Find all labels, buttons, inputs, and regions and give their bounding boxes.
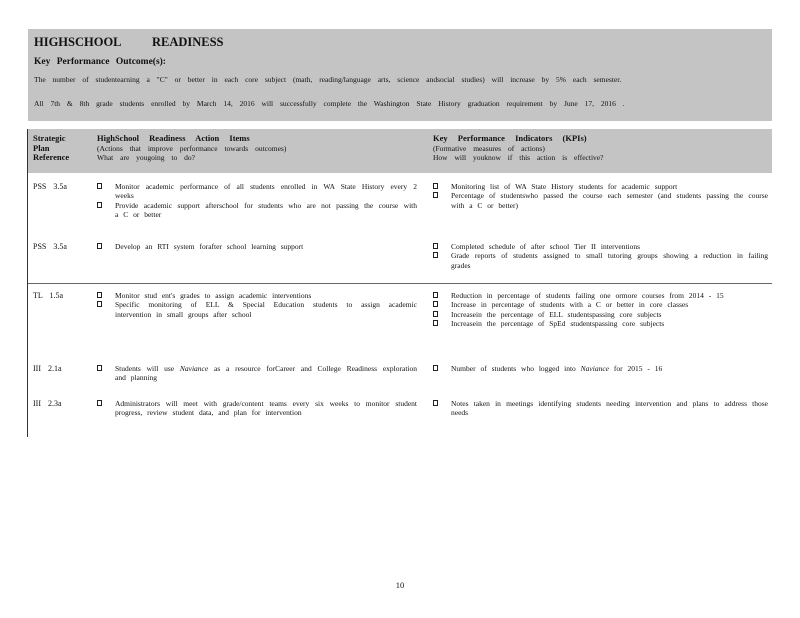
ref-column-header [33, 134, 69, 163]
kpi-text: Grade reports of students assigned to small tutoring groups showing a reduction in failing grades [451, 251, 768, 270]
kpi-item [433, 399, 768, 418]
action-item [97, 242, 417, 251]
ref-header-line: Strategic [33, 133, 66, 143]
checkbox-bullet-icon [97, 183, 102, 189]
checkbox-bullet-icon [97, 292, 102, 298]
checkbox-bullet-icon [97, 301, 102, 307]
kpi-cell [433, 291, 768, 328]
plan-reference: PSS 3.5a [33, 182, 67, 191]
kpi-item [433, 191, 768, 210]
kpi-item [433, 310, 768, 319]
kpi-cell [433, 364, 768, 373]
kpi-cell [433, 182, 768, 210]
action-text-part: as a resource forCareer and College Readiness exploration and planning [115, 364, 417, 383]
action-column-header [97, 134, 286, 162]
kpi-header-sub: (Formative measures of actions) [433, 143, 545, 153]
row-divider [28, 283, 772, 284]
checkbox-bullet-icon [433, 292, 438, 298]
plan-reference: III 2.1a [33, 364, 62, 373]
checkbox-bullet-icon [97, 400, 102, 406]
kpi-text: Increase in percentage of students with a C or better in core classes [451, 300, 689, 310]
checkbox-bullet-icon [433, 192, 438, 198]
action-item [97, 399, 417, 418]
outcome-text: All 7th & 8th grade students enrolled by March 14, 2016 will successfully complete the Washington State History graduation requirement by June 17, 2016 . [34, 99, 625, 108]
checkbox-bullet-icon [97, 202, 102, 208]
action-header-question: What are yougoing to do? [97, 152, 195, 162]
kpi-cell [433, 399, 768, 418]
kpi-item [433, 242, 768, 251]
action-text: Monitor academic performance of all students enrolled in WA State History every 2 weeks [115, 182, 417, 201]
kpi-item [433, 251, 768, 270]
action-header-sub: (Actions that improve performance towards outcomes) [97, 143, 287, 153]
plan-reference: PSS 3.5a [33, 242, 67, 251]
action-text: Administrators will meet with grade/content teams every six weeks to monitor student progress, review student data, and plan for intervention [115, 399, 417, 418]
action-cell [97, 364, 417, 383]
kpi-text-part: Number of students who logged into [451, 364, 581, 373]
kpi-text: Reduction in percentage of students failing one ormore courses from 2014 - 15 [451, 291, 724, 300]
kpi-text: Increasein the percentage of SpEd studentspassing core subjects [451, 318, 665, 328]
action-cell [97, 291, 417, 319]
checkbox-bullet-icon [433, 400, 438, 406]
kpi-header-question: How will youknow if this action is effective? [433, 152, 604, 162]
page-title: HIGHSCHOOL READINESS [34, 35, 224, 49]
naviance-name: Naviance [179, 364, 209, 373]
checkbox-bullet-icon [433, 320, 438, 326]
checkbox-bullet-icon [433, 311, 438, 317]
ref-header-line: Reference [33, 152, 70, 162]
action-header-title: HighSchool Readiness Action Items [97, 133, 250, 143]
action-text: Specific monitoring of ELL & Special Education students to assign academic intervention in small groups after school [115, 300, 417, 319]
kpi-text-part: for 2015 - 16 [608, 364, 663, 373]
plan-reference: TL 1.5a [33, 291, 64, 300]
action-cell [97, 399, 417, 418]
action-item [97, 291, 417, 300]
kpi-text: Increasein the percentage of ELL studentspassing core subjects [451, 309, 662, 319]
kpi-text: Completed schedule of after school Tier II interventions [451, 242, 641, 251]
action-item [97, 201, 417, 220]
kpi-text [451, 364, 768, 373]
checkbox-bullet-icon [433, 301, 438, 307]
plan-reference: III 2.3a [33, 399, 62, 408]
kpi-item [433, 182, 768, 191]
action-cell [97, 182, 417, 219]
kpi-item [433, 364, 768, 373]
kpi-item [433, 319, 768, 328]
action-text: Provide academic support afterschool for students who are not passing the course with a C or better [115, 200, 417, 219]
kpi-cell [433, 242, 768, 270]
action-text: Develop an RTI system forafter school learning support [115, 242, 304, 251]
kpi-column-header [433, 134, 603, 162]
checkbox-bullet-icon [433, 252, 438, 258]
ref-header-line: Plan [33, 142, 50, 153]
action-text-part: Students will use [115, 364, 180, 373]
page-number: 10 [395, 580, 405, 590]
naviance-name: Naviance [580, 364, 609, 373]
outcome-text: The number of studentearning a "C" or better in each core subject (math, reading/language arts, science andsocial studies) will increase by 5% each semester. [34, 75, 622, 84]
kpi-text: Percentage of studentswho passed the course each semester (and students passing the course with a C or better) [451, 191, 768, 210]
action-cell [97, 242, 417, 251]
checkbox-bullet-icon [433, 183, 438, 189]
action-text: Monitor stud ent's grades to assign academic interventions [115, 291, 312, 300]
kpi-text: Monitoring list of WA State History students for academic support [451, 182, 678, 191]
kpi-item [433, 291, 768, 300]
action-text [115, 364, 417, 383]
kpi-item [433, 300, 768, 309]
kpi-header-title: Key Performance Indicators (KPIs) [433, 133, 587, 143]
action-item [97, 300, 417, 319]
checkbox-bullet-icon [433, 243, 438, 249]
action-item [97, 182, 417, 201]
checkbox-bullet-icon [97, 243, 102, 249]
outcomes-box [28, 29, 772, 121]
table-header [28, 129, 772, 173]
kpo-label: Key Performance Outcome(s): [34, 57, 166, 67]
action-item [97, 364, 417, 383]
checkbox-bullet-icon [97, 365, 102, 371]
checkbox-bullet-icon [433, 365, 438, 371]
kpi-text: Notes taken in meetings identifying students needing intervention and plans to address those needs [451, 399, 768, 418]
